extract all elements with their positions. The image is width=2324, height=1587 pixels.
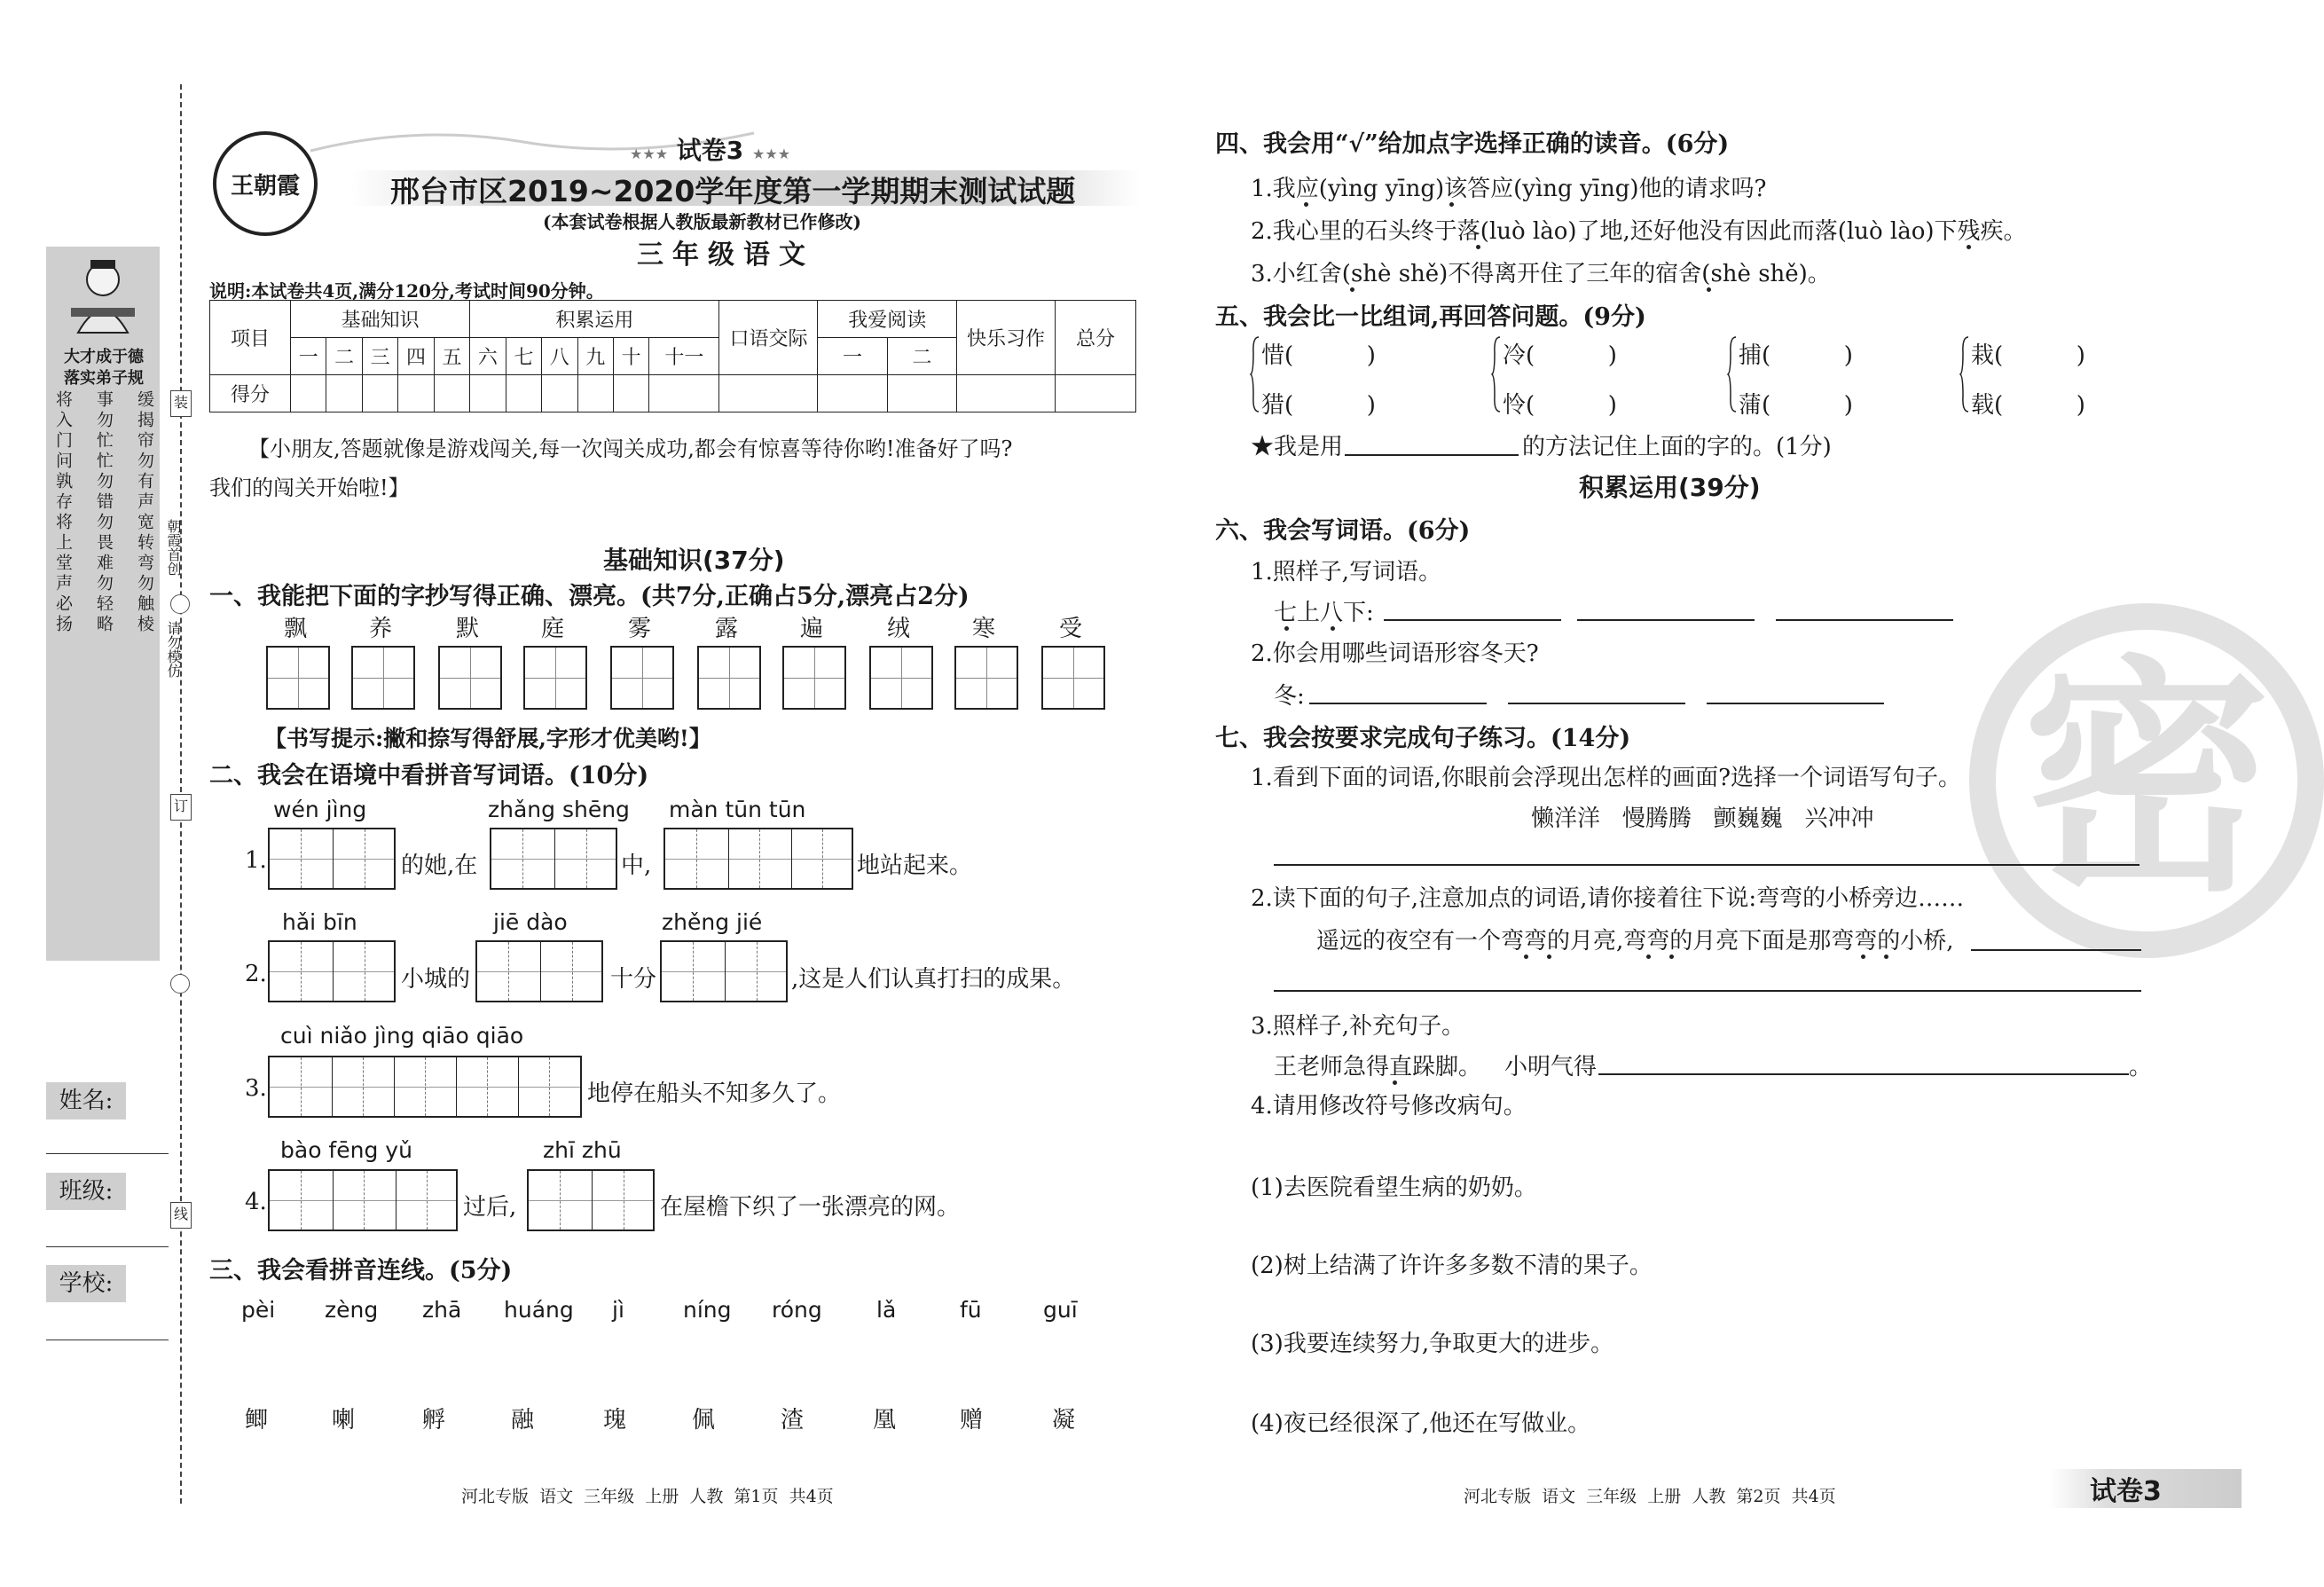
q6-answer-line[interactable] — [1776, 619, 1953, 621]
emphasis-dot — [1547, 955, 1551, 959]
q6-winter: 冬: — [1274, 683, 1305, 710]
emphasis-dot — [1861, 955, 1865, 959]
q7-sub2: 2.读下面的句子,注意加点的词语,请你接着往下说:弯弯的小桥旁边…… — [1251, 885, 1965, 912]
col-header: 一 — [818, 338, 887, 375]
q1-char: 默 — [456, 616, 480, 642]
q1-char: 受 — [1059, 616, 1083, 642]
q3-char[interactable]: 瑰 — [603, 1407, 627, 1434]
class-field-line[interactable] — [46, 1246, 169, 1247]
q7-words — [1531, 800, 1873, 833]
q2-answer-box[interactable] — [660, 940, 788, 1002]
q2-item-num: 1. — [245, 847, 267, 874]
q7-faulty-sentence[interactable]: (1)去医院看望生病的奶奶。 — [1251, 1175, 1537, 1201]
q3-pinyin[interactable]: róng — [772, 1297, 822, 1323]
q7-word: 兴冲冲 — [1804, 805, 1874, 832]
q6-title: 六、我会写词语。(6分) — [1215, 517, 1471, 545]
q2-pinyin: cuì niǎo jìng qiāo qiāo — [280, 1023, 524, 1049]
q7-word: 颤巍巍 — [1713, 805, 1783, 832]
group-total: 总分 — [1056, 301, 1136, 375]
q1-char: 庭 — [541, 616, 565, 642]
q5-pair-item[interactable] — [1261, 337, 1376, 370]
q3-char[interactable]: 赠 — [960, 1407, 984, 1434]
q5-pair-item[interactable] — [1971, 337, 2085, 370]
q7-faulty-sentence[interactable]: (2)树上结满了许许多多数不清的果子。 — [1251, 1253, 1653, 1279]
q2-pinyin: màn tūn tūn — [669, 797, 806, 822]
emphasis-dot — [1449, 202, 1454, 207]
q2-pinyin: zhěng jié — [662, 909, 763, 935]
q6-winter-line[interactable] — [1707, 703, 1884, 704]
q2-pinyin: zhǎng shēng — [488, 797, 630, 822]
footer-left: 河北专版 语文 三年级 上册 人教 第1页 共4页 — [461, 1487, 834, 1506]
q1-char: 飘 — [284, 616, 308, 642]
col-header: 九 — [577, 338, 613, 375]
emphasis-dot — [1967, 245, 1971, 249]
brand-logo — [213, 131, 318, 236]
poem-column: 缓揭帘勿有声宽转弯勿触棱 — [135, 390, 154, 635]
brace-icon — [1960, 335, 1969, 413]
class-field-label: 班级: — [46, 1173, 126, 1210]
q1-copy-box[interactable] — [697, 646, 761, 710]
cut-mark: 装 — [170, 390, 192, 417]
q3-pinyin[interactable]: pèi — [241, 1297, 276, 1323]
corner-label: 试卷3 — [2090, 1476, 2162, 1507]
binding-hole — [170, 974, 190, 994]
q6-sub1: 1.照样子,写词语。 — [1251, 559, 1442, 585]
q5-blank[interactable]: ( ) — [1762, 392, 1853, 419]
q4-title: 四、我会用“√”给加点字选择正确的读音。(6分) — [1215, 130, 1730, 158]
q2-answer-box[interactable] — [268, 1169, 458, 1231]
emphasis-dot — [1304, 202, 1308, 207]
score-cell[interactable] — [362, 375, 397, 412]
q3-title: 三、我会看拼音连线。(5分) — [209, 1257, 513, 1285]
binding-hole — [170, 594, 190, 614]
q2-item-num: 3. — [245, 1075, 267, 1102]
q2-answer-box[interactable] — [268, 828, 396, 890]
brace-icon — [1492, 335, 1501, 413]
q2-answer-box[interactable] — [268, 1056, 582, 1118]
series-text: 试卷3 — [676, 136, 744, 165]
q1-char: 绒 — [887, 616, 911, 642]
q7-title: 七、我会按要求完成句子练习。(14分) — [1215, 725, 1631, 752]
col-header: 一 — [291, 338, 326, 375]
q6-example: 七上八下: — [1274, 600, 1374, 626]
brace-icon — [1728, 335, 1737, 413]
group-oral: 口语交际 — [719, 301, 818, 375]
col-header: 八 — [542, 338, 577, 375]
q3-pinyin[interactable]: jì — [612, 1297, 624, 1323]
q5-pair-item[interactable] — [1261, 387, 1376, 420]
q2-text: 地停在船头不知多久了。 — [587, 1080, 842, 1107]
cut-mark: 线 — [170, 1202, 192, 1229]
q7-example-a: 王老师急得直跺脚。 — [1274, 1054, 1482, 1080]
q3-char[interactable]: 鲫 — [245, 1407, 269, 1434]
vertical-note: 朝霞首创 — [165, 519, 182, 576]
q5-question-b: 的方法记住上面的字的。(1分) — [1522, 434, 1832, 460]
q2-pinyin: jiē dào — [493, 909, 568, 935]
row-label-score: 得分 — [210, 375, 291, 412]
q5-char: 栽 — [1971, 342, 1995, 369]
q2-answer-box[interactable] — [663, 828, 853, 890]
emphasis-dot — [1284, 626, 1289, 631]
q3-pinyin[interactable]: zhā — [422, 1297, 462, 1323]
q7-faulty-sentence[interactable]: (3)我要连续努力,争取更大的进步。 — [1251, 1331, 1614, 1357]
q7-word: 懒洋洋 — [1531, 805, 1601, 832]
q5-title: 五、我会比一比组词,再回答问题。(9分) — [1215, 303, 1646, 331]
section-accum: 积累运用(39分) — [1579, 473, 1761, 502]
score-cell[interactable] — [398, 375, 434, 412]
q5-char: 捕 — [1739, 342, 1763, 369]
q1-copy-box[interactable] — [1041, 646, 1105, 710]
q5-pair-item[interactable] — [1503, 337, 1617, 370]
q3-char[interactable]: 佩 — [692, 1407, 716, 1434]
q1-copy-box[interactable] — [351, 646, 415, 710]
q7-continue-line[interactable] — [1971, 949, 2141, 951]
q3-pinyin[interactable]: guī — [1043, 1297, 1078, 1323]
series-label — [630, 131, 790, 167]
col-header: 六 — [470, 338, 506, 375]
watermark-char: 密 — [2022, 636, 2271, 925]
col-header: 十 — [613, 338, 648, 375]
exam-title: 邢台市区2019~2020学年度第一学期期末测试试题 — [390, 174, 1076, 208]
q3-pinyin[interactable]: níng — [683, 1297, 732, 1323]
col-header: 五 — [434, 338, 469, 375]
emphasis-dot — [1476, 245, 1480, 249]
q2-text: 地站起来。 — [857, 852, 973, 879]
brace-icon — [1251, 335, 1260, 413]
q5-pair-item[interactable] — [1739, 387, 1853, 420]
q5-blank[interactable]: ( ) — [1526, 392, 1617, 419]
stars-left: ★★★ — [630, 145, 669, 162]
watermark-seal — [1969, 603, 2324, 958]
poem-columns — [55, 390, 153, 949]
q2-pinyin: zhī zhū — [543, 1137, 622, 1163]
intro-line-1: 【小朋友,答题就像是游戏闯关,每一次闯关成功,都会有惊喜等待你哟!准备好了吗? — [248, 436, 1013, 461]
col-header: 七 — [506, 338, 541, 375]
q5-char: 蒲 — [1739, 392, 1763, 419]
q7-sentence: 遥远的夜空有一个弯弯的月亮,弯弯的月亮下面是那弯弯的小桥, — [1316, 928, 1954, 955]
emphasis-dot — [1524, 955, 1528, 959]
group-reading: 我爱阅读 — [818, 301, 957, 338]
q5-blank[interactable]: ( ) — [1762, 342, 1853, 369]
q2-text: 小城的 — [401, 966, 471, 993]
q1-copy-box[interactable] — [523, 646, 587, 710]
poem-column: 将入门问孰存将上堂声必扬 — [53, 390, 73, 635]
motto-bottom: 落实弟子规 — [64, 369, 144, 388]
emphasis-dot — [1350, 287, 1354, 292]
col-header: 三 — [362, 338, 397, 375]
q1-char: 雾 — [628, 616, 652, 642]
score-cell[interactable] — [542, 375, 577, 412]
q1-copy-box[interactable] — [782, 646, 846, 710]
footer-right: 河北专版 语文 三年级 上册 人教 第2页 共4页 — [1464, 1487, 1836, 1506]
emphasis-dot — [1707, 287, 1711, 292]
q1-tip: 【书写提示:撇和捺写得舒展,字形才优美哟!】 — [264, 726, 711, 751]
exam-subtitle: (本套试卷根据人教版最新教材已作修改) — [543, 211, 861, 232]
q2-answer-box[interactable] — [475, 940, 603, 1002]
score-cell[interactable] — [613, 375, 648, 412]
q2-text: 过后, — [463, 1194, 517, 1221]
row-label-item: 项目 — [210, 301, 291, 375]
score-cell[interactable] — [506, 375, 541, 412]
q3-pinyin[interactable]: lǎ — [876, 1297, 897, 1323]
q1-char: 养 — [369, 616, 393, 642]
group-accum: 积累运用 — [470, 301, 719, 338]
q5-char: 怜 — [1503, 392, 1527, 419]
q5-pair-item[interactable] — [1739, 337, 1853, 370]
q2-pinyin: hǎi bīn — [282, 909, 357, 935]
emphasis-dot — [1393, 1080, 1397, 1085]
q1-title: 一、我能把下面的字抄写得正确、漂亮。(共7分,正确占5分,漂亮占2分) — [209, 583, 970, 610]
q7-continue-line[interactable] — [1274, 990, 2141, 992]
q1-copy-box[interactable] — [954, 646, 1018, 710]
q2-text: ,这是人们认真打扫的成果。 — [791, 966, 1076, 993]
q4-line: 3.小红舍(shè shě)不得离开住了三年的宿舍(shè shě)。 — [1251, 261, 1831, 287]
q2-item-num: 4. — [245, 1189, 267, 1215]
q1-char: 寒 — [972, 616, 996, 642]
q6-winter-line[interactable] — [1309, 703, 1487, 704]
col-header: 二 — [887, 338, 956, 375]
q3-char[interactable]: 喇 — [332, 1407, 356, 1434]
school-field-label: 学校: — [46, 1265, 126, 1302]
score-cell[interactable] — [887, 375, 956, 412]
q3-char[interactable]: 孵 — [422, 1407, 446, 1434]
q7-end-mark: 。 — [2129, 1054, 2153, 1080]
score-cell[interactable] — [1056, 375, 1136, 412]
instructions: 说明:本试卷共4页,满分120分,考试时间90分钟。 — [209, 280, 604, 302]
q1-char: 露 — [715, 616, 739, 642]
q2-answer-box[interactable] — [527, 1169, 655, 1231]
scholar-avatar — [60, 253, 145, 342]
q4-line: 2.我心里的石头终于落(luò lào)了地,还好他没有因此而落(luò lào)下残疾。 — [1251, 218, 2027, 245]
q5-pair-item[interactable] — [1503, 387, 1617, 420]
q1-copy-box[interactable] — [610, 646, 674, 710]
q6-answer-line[interactable] — [1384, 619, 1561, 621]
group-writing: 快乐习作 — [957, 301, 1056, 375]
q3-pinyin[interactable]: fū — [960, 1297, 982, 1323]
q5-blank[interactable]: ( ) — [1284, 392, 1376, 419]
q2-text: 中, — [621, 852, 652, 879]
q5-char: 冷 — [1503, 342, 1527, 369]
q1-char: 遍 — [800, 616, 824, 642]
emphasis-dot — [1669, 955, 1674, 959]
stars-right: ★★★ — [752, 145, 791, 162]
score-cell[interactable] — [470, 375, 506, 412]
q2-answer-box[interactable] — [268, 940, 396, 1002]
emphasis-dot — [1646, 955, 1651, 959]
q2-text: 在屋檐下织了一张漂亮的网。 — [660, 1194, 961, 1221]
q1-copy-box[interactable] — [869, 646, 933, 710]
q3-pinyin[interactable]: zèng — [325, 1297, 379, 1323]
q7-faulty-sentence[interactable]: (4)夜已经很深了,他还在写做业。 — [1251, 1410, 1591, 1437]
q7-sub3: 3.照样子,补充句子。 — [1251, 1013, 1465, 1040]
score-cell[interactable] — [957, 375, 1056, 412]
emphasis-dot — [1884, 955, 1888, 959]
q5-char: 惜 — [1261, 342, 1285, 369]
col-header: 十一 — [649, 338, 719, 375]
score-table — [209, 300, 1136, 412]
brand-logo-text: 王朝霞 — [230, 172, 300, 200]
q2-answer-box[interactable] — [490, 828, 617, 890]
cut-mark: 订 — [170, 794, 192, 821]
q5-answer-line[interactable] — [1345, 454, 1519, 456]
emphasis-dot — [1331, 626, 1335, 631]
q7-example-b: 小明气得 — [1504, 1054, 1598, 1080]
q1-copy-box[interactable] — [266, 646, 330, 710]
score-cell[interactable] — [577, 375, 613, 412]
score-cell[interactable] — [326, 375, 362, 412]
q1-copy-box[interactable] — [438, 646, 502, 710]
col-header: 二 — [326, 338, 362, 375]
score-cell[interactable] — [818, 375, 887, 412]
q3-char[interactable]: 凰 — [873, 1407, 897, 1434]
grade-subject: 三年级语文 — [637, 240, 814, 271]
score-cell[interactable] — [434, 375, 469, 412]
q3-pinyin[interactable]: huáng — [504, 1297, 574, 1323]
q2-pinyin: bào fēng yǔ — [280, 1137, 412, 1163]
q2-item-num: 2. — [245, 961, 267, 987]
q3-char[interactable]: 凝 — [1052, 1407, 1076, 1434]
q7-fill-line[interactable] — [1598, 1073, 2129, 1075]
poem-column: 事勿忙忙勿错勿畏难勿轻略 — [94, 390, 114, 635]
q7-sub4: 4.请用修改符号修改病句。 — [1251, 1093, 1527, 1120]
score-cell[interactable] — [291, 375, 326, 412]
q2-text: 十分 — [610, 966, 657, 993]
vertical-note: 请勿模仿 — [165, 621, 182, 678]
motto-top: 大才成于德 — [64, 348, 144, 366]
q2-pinyin: wén jìng — [273, 797, 367, 822]
q2-title: 二、我会在语境中看拼音写词语。(10分) — [209, 762, 649, 790]
q5-pair-item[interactable] — [1971, 387, 2085, 420]
name-field-label: 姓名: — [46, 1082, 126, 1120]
q7-sentence-line[interactable] — [1274, 864, 2139, 866]
name-field-line[interactable] — [46, 1153, 169, 1154]
q7-sub1: 1.看到下面的词语,你眼前会浮现出怎样的画面?选择一个词语写句子。 — [1251, 765, 1962, 791]
q5-blank[interactable]: ( ) — [1994, 342, 2085, 369]
q5-blank[interactable]: ( ) — [1284, 342, 1376, 369]
q3-char[interactable]: 渣 — [781, 1407, 805, 1434]
q5-blank[interactable]: ( ) — [1526, 342, 1617, 369]
section-basic: 基础知识(37分) — [603, 546, 785, 575]
col-header: 四 — [398, 338, 434, 375]
q5-char: 猎 — [1261, 392, 1285, 419]
q7-word: 慢腾腾 — [1621, 805, 1692, 832]
q5-question-a: ★我是用 — [1251, 434, 1344, 460]
q4-line: 1.我应(yìng yīng)该答应(yìng yīng)他的请求吗? — [1251, 176, 1767, 202]
q6-answer-line[interactable] — [1577, 619, 1755, 621]
group-basic: 基础知识 — [291, 301, 470, 338]
q5-char: 载 — [1971, 392, 1995, 419]
q6-winter-line[interactable] — [1508, 703, 1685, 704]
q2-text: 的她,在 — [401, 852, 478, 879]
q5-blank[interactable]: ( ) — [1994, 392, 2085, 419]
score-cell[interactable] — [719, 375, 818, 412]
intro-line-2: 我们的闯关开始啦!】 — [209, 475, 410, 500]
q3-char[interactable]: 融 — [511, 1407, 535, 1434]
q6-sub2: 2.你会用哪些词语形容冬天? — [1251, 640, 1539, 667]
score-cell[interactable] — [649, 375, 719, 412]
